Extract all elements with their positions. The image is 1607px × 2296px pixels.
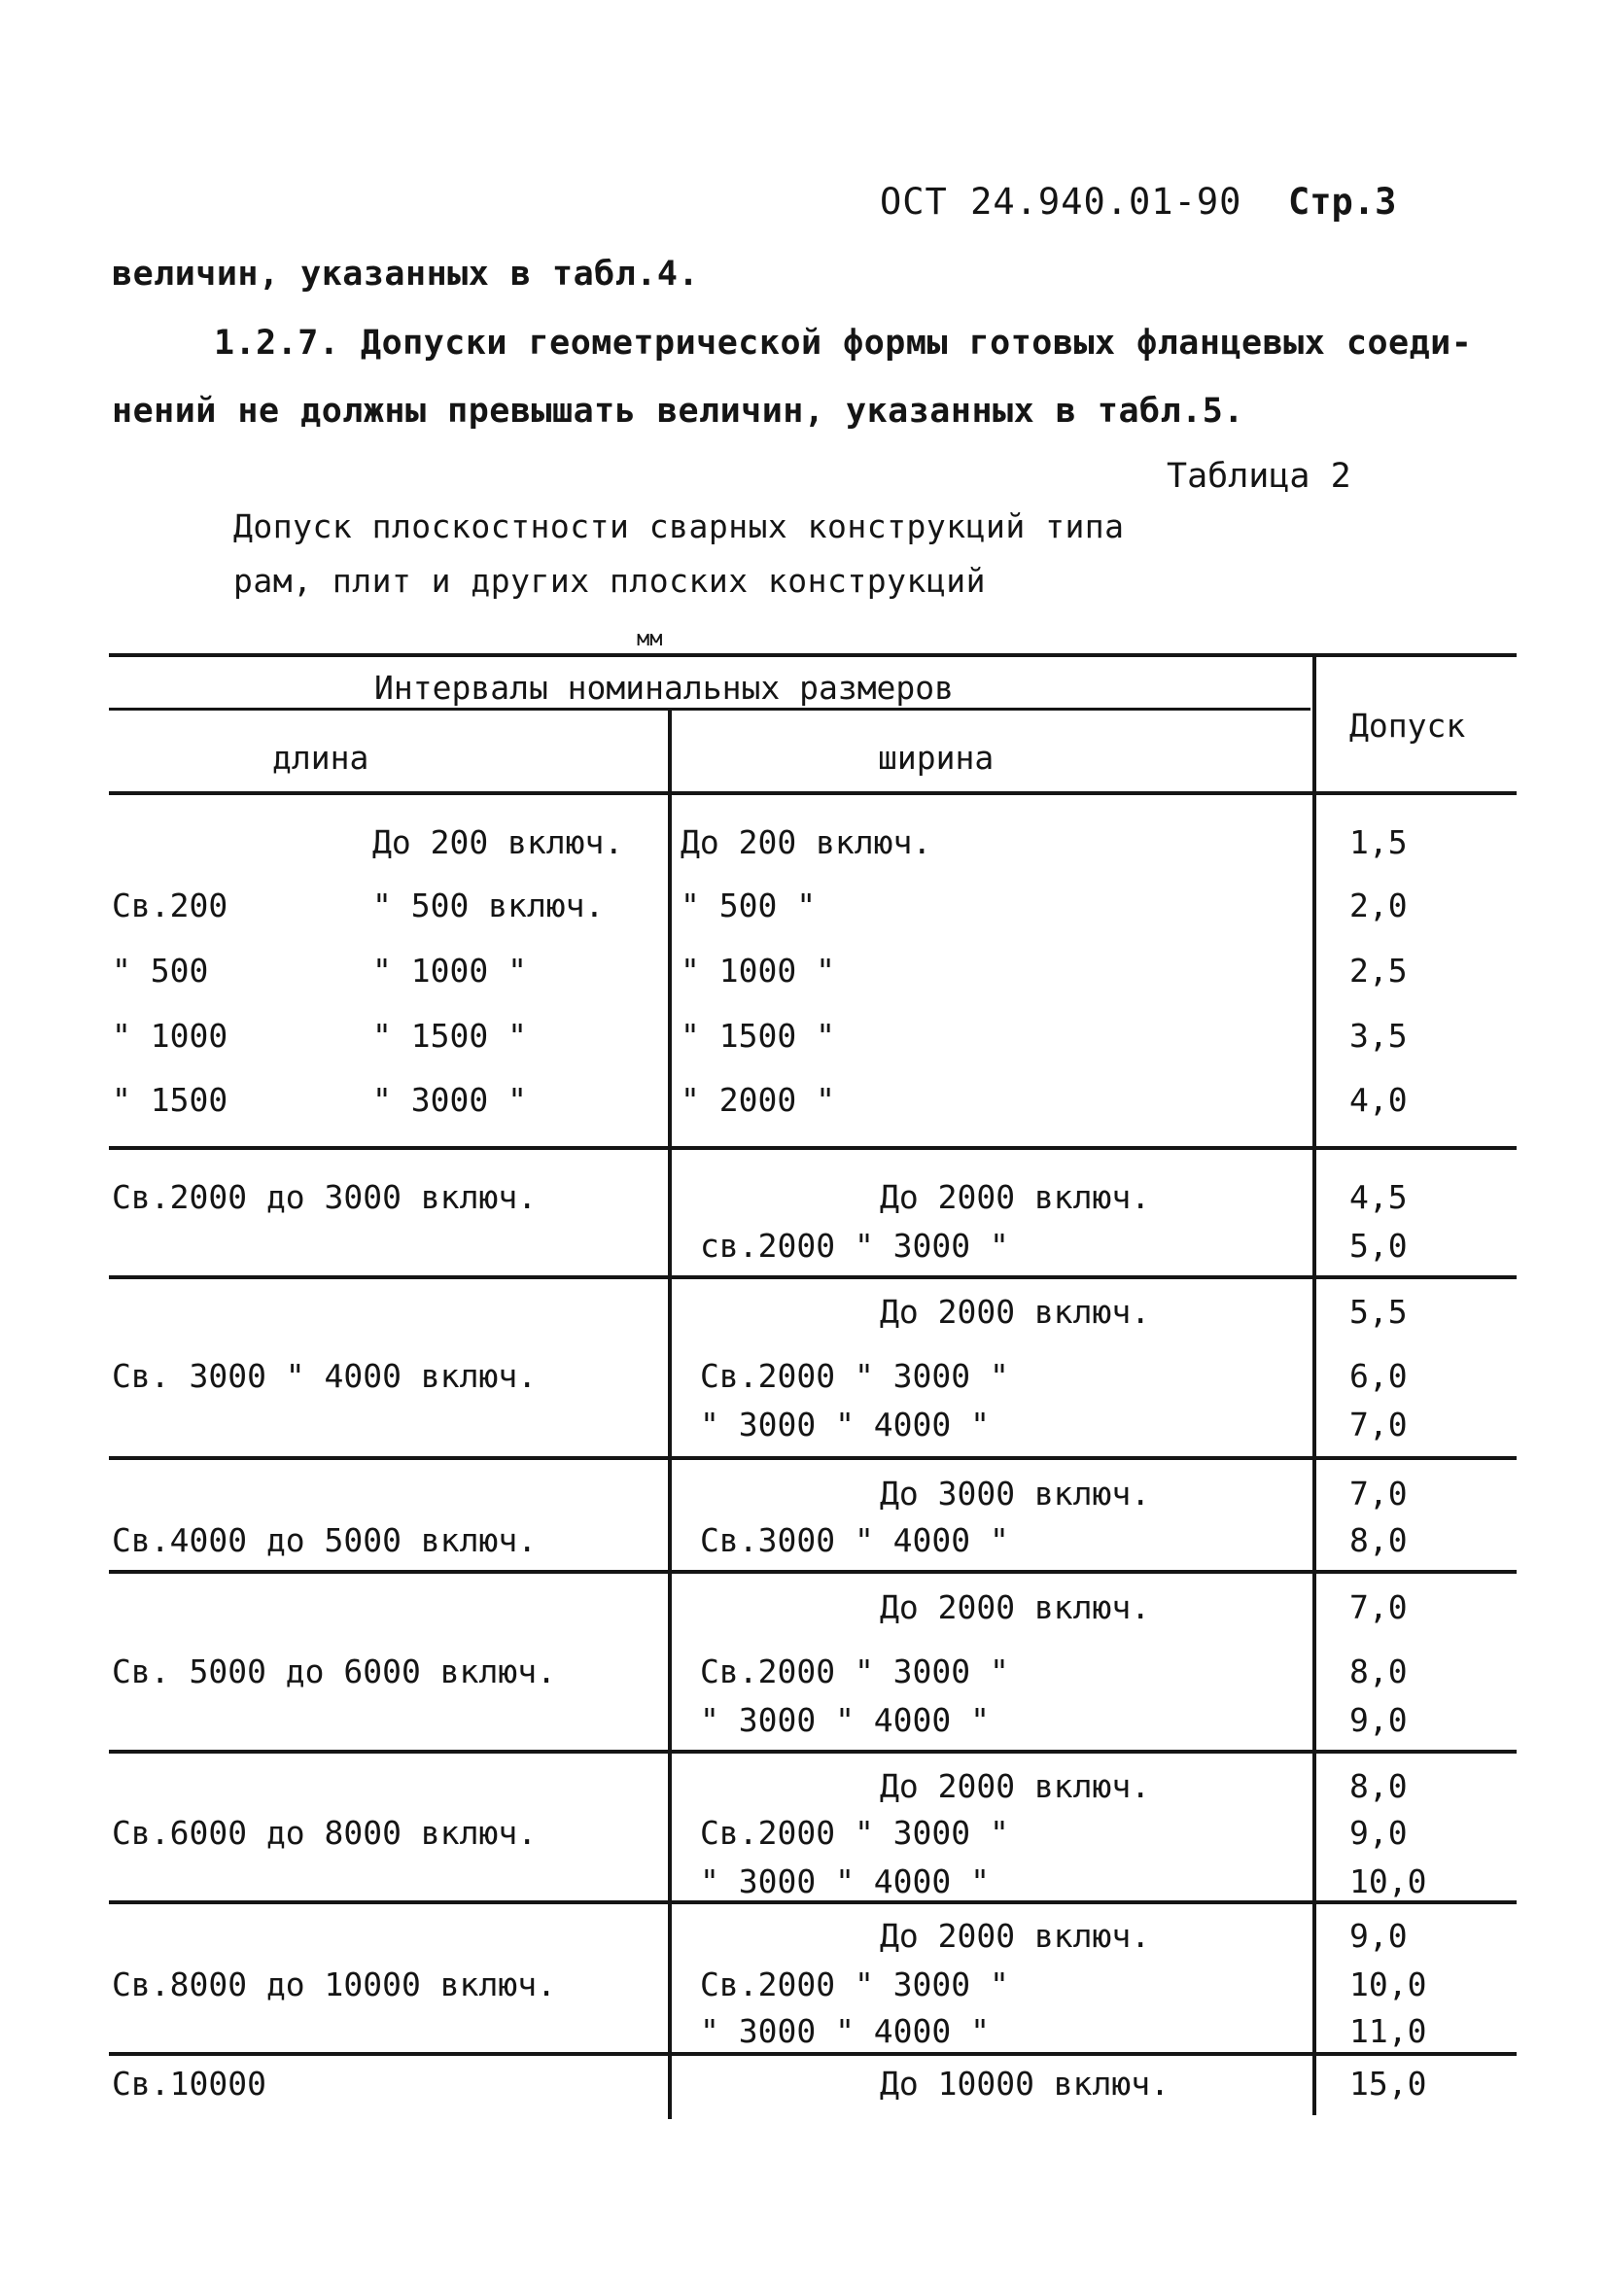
width-cell: Св.2000 " 3000 " [700,1966,1009,2003]
tolerance-cell: 6,0 [1349,1357,1408,1395]
header-bottom-rule [109,791,1517,795]
tolerance-cell: 8,0 [1349,1521,1408,1559]
paragraph-line-1: 1.2.7. Допуски геометрической формы готовых фланцевых соеди- [214,324,1473,363]
header-tolerance: Допуск [1349,707,1466,745]
header-width: ширина [878,739,995,777]
width-cell: До 3000 включ. [880,1475,1151,1513]
width-cell: " 500 " [681,887,817,924]
length-cell: Св.10000 [112,2065,266,2103]
tolerance-cell: 7,0 [1349,1406,1408,1444]
length-to-cell: " 1000 " [372,952,527,990]
length-cell: Св. 5000 до 6000 включ. [112,1652,556,1690]
width-cell: До 2000 включ. [880,1293,1151,1331]
tolerance-cell: 5,0 [1349,1227,1408,1265]
group-rule-5 [109,1750,1517,1754]
tolerance-cell: 15,0 [1349,2065,1427,2103]
width-cell: Св.2000 " 3000 " [700,1814,1009,1852]
table-caption-line-2: рам, плит и других плоских конструкций [233,562,986,600]
length-cell: До 200 включ. [372,823,624,861]
header-group-label: Интервалы номинальных размеров [374,669,955,707]
table-top-rule [109,653,1517,657]
tolerance-cell: 9,0 [1349,1814,1408,1852]
column-divider-tolerance [1312,655,1316,2115]
length-to-cell: " 1500 " [372,1017,527,1055]
column-divider-length-width [668,710,672,2119]
tolerance-cell: 7,0 [1349,1588,1408,1626]
length-cell: Св.8000 до 10000 включ. [112,1966,556,2003]
table-caption-line-1: Допуск плоскостности сварных конструкций типа [233,507,1125,545]
length-from-cell: " 500 [112,952,209,990]
width-cell: " 3000 " 4000 " [700,1701,991,1739]
length-cell: Св.2000 до 3000 включ. [112,1178,538,1216]
page-number: Стр.3 [1288,181,1397,223]
width-cell: До 2000 включ. [880,1178,1151,1216]
length-from-cell: " 1500 [112,1081,228,1119]
length-cell: Св.6000 до 8000 включ. [112,1814,538,1852]
tolerance-cell: 7,0 [1349,1475,1408,1513]
width-cell: Св.2000 " 3000 " [700,1357,1009,1395]
tolerance-cell: 8,0 [1349,1767,1408,1805]
width-cell: Св.2000 " 3000 " [700,1652,1009,1690]
tolerance-cell: 4,0 [1349,1081,1408,1119]
length-from-cell: " 1000 [112,1017,228,1055]
length-to-cell: " 500 включ. [372,887,605,924]
tolerance-cell: 4,5 [1349,1178,1408,1216]
width-cell: До 2000 включ. [880,1917,1151,1955]
width-cell: Св.3000 " 4000 " [700,1521,1009,1559]
tolerance-cell: 11,0 [1349,2012,1427,2050]
width-cell: св.2000 " 3000 " [700,1227,1009,1265]
tolerance-cell: 10,0 [1349,1862,1427,1900]
tolerance-cell: 8,0 [1349,1652,1408,1690]
width-cell: " 3000 " 4000 " [700,1406,991,1444]
length-cell: Св. 3000 " 4000 включ. [112,1357,538,1395]
group-rule-7 [109,2052,1517,2056]
tolerance-cell: 2,0 [1349,887,1408,924]
tolerance-cell: 9,0 [1349,1917,1408,1955]
width-cell: " 3000 " 4000 " [700,1862,991,1900]
width-cell: " 2000 " [681,1081,835,1119]
paragraph-line-2: нений не должны превышать величин, указанных в табл.5. [112,392,1244,431]
group-rule-3 [109,1456,1517,1460]
width-cell: До 2000 включ. [880,1767,1151,1805]
width-cell: " 1500 " [681,1017,835,1055]
header-mid-rule [109,708,1310,711]
width-cell: " 3000 " 4000 " [700,2012,991,2050]
header-length: длина [272,739,369,777]
tolerance-cell: 5,5 [1349,1293,1408,1331]
length-to-cell: " 3000 " [372,1081,527,1119]
length-cell: Св.4000 до 5000 включ. [112,1521,538,1559]
body-line-1: величин, указанных в табл.4. [112,255,700,294]
length-from-cell: Св.200 [112,887,228,924]
width-cell: До 10000 включ. [880,2065,1170,2103]
tolerance-cell: 3,5 [1349,1017,1408,1055]
table-unit: мм [637,627,663,651]
tolerance-cell: 2,5 [1349,952,1408,990]
document-code: ОСТ 24.940.01-90 [880,181,1242,223]
tolerance-cell: 9,0 [1349,1701,1408,1739]
group-rule-4 [109,1570,1517,1574]
group-rule-6 [109,1900,1517,1904]
group-rule-2 [109,1275,1517,1279]
tolerance-cell: 10,0 [1349,1966,1427,2003]
width-cell: До 2000 включ. [880,1588,1151,1626]
width-cell: " 1000 " [681,952,835,990]
group-rule-1 [109,1146,1517,1150]
width-cell: До 200 включ. [681,823,932,861]
tolerance-cell: 1,5 [1349,823,1408,861]
table-label: Таблица 2 [1167,457,1351,496]
